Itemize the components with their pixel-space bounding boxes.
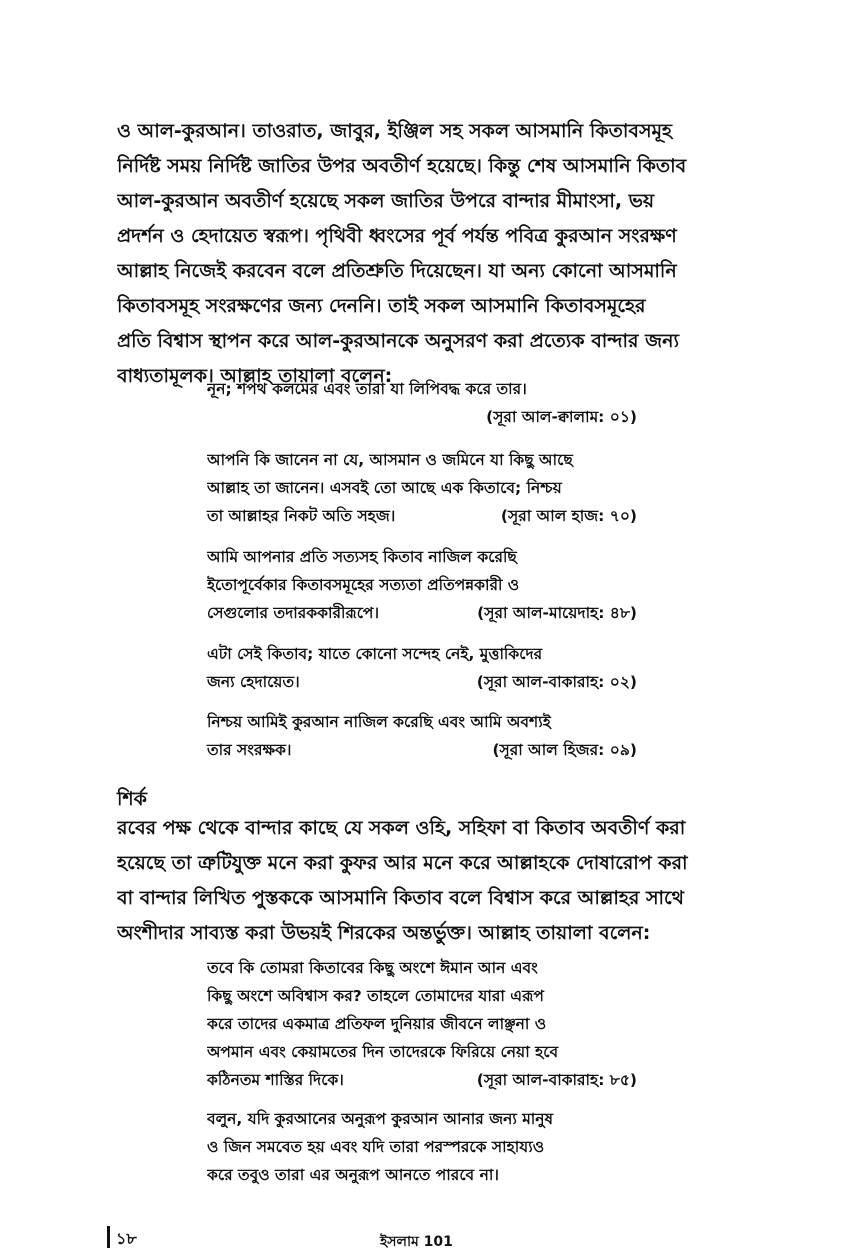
body-paragraph-1 [117,114,739,394]
quote-line: আমি আপনার প্রতি সত্যসহ কিতাব নাজিল করেছি [207,548,517,566]
page-number: ১৮ [116,1229,137,1248]
quote-line: কঠিনতম শাস্তির দিকে। [207,1071,344,1089]
paragraph-line: অংশীদার সাব্যস্ত করা উভয়ই শিরকের অন্তর্ভুক্ত। আল্লাহ তায়ালা বলেন: [117,922,651,944]
quote-reference: (সূরা আল হিজর: ০৯) [492,741,637,759]
section-heading: শির্ক [117,788,147,810]
paragraph-line: হয়েছে তা ত্রুটিযুক্ত মনে করা কুফর আর মনে করে আল্লাহকে দোষারোপ করা [117,852,688,874]
paragraph-line: রবের পক্ষ থেকে বান্দার কাছে যে সকল ওহি, সহিফা বা কিতাব অবতীর্ণ করা [117,817,686,839]
quote-reference: (সূরা আল হাজ: ৭০) [500,507,637,525]
quote-last-line [207,502,637,530]
quote-last-line [207,736,637,764]
quote-line: জন্য হেদায়েত। [207,673,300,691]
quote-reference: (সূরা আল-বাকারাহ: ৮৫) [476,1071,637,1089]
paragraph-line: ও আল-কুরআন। তাওরাত, জাবুর, ইঞ্জিল সহ সকল আসমানি কিতাবসমূহ [117,120,673,142]
quote-last-line [207,668,637,696]
quote-line: নূন; শপথ কলমের এবং তারা যা লিপিবদ্ধ করে তার। [207,380,527,398]
quran-quote-5 [207,708,637,764]
quote-reference: (সূরা আল-বাকারাহ: ০২) [476,673,637,691]
quran-quote-2 [207,446,637,530]
quote-line: সেগুলোর তদারককারীরূপে। [207,604,379,622]
quran-quote-3 [207,543,637,627]
quote-line: আল্লাহ তা জানেন। এসবই তো আছে এক কিতাবে; নিশ্চয় [207,479,562,497]
quote-line: করে তবুও তারা এর অনুরূপ আনতে পারবে না। [207,1166,499,1184]
quote-line: এটা সেই কিতাব; যাতে কোনো সন্দেহ নেই, মুত্তাকিদের [207,645,543,663]
paragraph-line: প্রতি বিশ্বাস স্থাপন করে আল-কুরআনকে অনুসরণ করা প্রত্যেক বান্দার জন্য [117,330,679,352]
paragraph-line: বা বান্দার লিখিত পুস্তককে আসমানি কিতাব বলে বিশ্বাস করে আল্লাহর সাথে [117,887,684,909]
quote-line: বলুন, যদি কুরআনের অনুরূপ কুরআন আনার জন্য মানুষ [207,1110,554,1128]
quote-line: ইতোপূর্বেকার কিতাবসমূহের সত্যতা প্রতিপন্নকারী ও [207,576,520,594]
paragraph-line: কিতাবসমূহ সংরক্ষণের জন্য দেননি। তাই সকল আসমানি কিতাবসমূহের [117,295,646,317]
quran-quote-4 [207,640,637,696]
paragraph-line: প্রদর্শন ও হেদায়েত স্বরূপ। পৃথিবী ধ্বংসের পূর্ব পর্যন্ত পবিত্র কুরআন সংরক্ষণ [117,225,677,247]
footer-divider [107,1226,110,1248]
quote-line: নিশ্চয় আমিই কুরআন নাজিল করেছি এবং আমি অবশ্যই [207,713,551,731]
quote-reference: (সূরা আল-ক্বালাম: ০১) [486,408,637,426]
quote-line: ও জিন সমবেত হয় এবং যদি তারা পরস্পরকে সাহায্যও [207,1138,545,1156]
quote-line: তা আল্লাহর নিকট অতি সহজ। [207,507,396,525]
quote-line: আপনি কি জানেন না যে, আসমান ও জমিনে যা কিছু আছে [207,451,573,469]
paragraph-line: নির্দিষ্ট সময় নির্দিষ্ট জাতির উপর অবতীর্ণ হয়েছে। কিন্তু শেষ আসমানি কিতাব [117,155,687,177]
quran-quote-1 [207,375,637,431]
paragraph-line: বাধ্যতামূলক। আল্লাহ তায়ালা বলেন: [117,365,393,387]
quran-quote-7 [207,1105,637,1189]
quote-reference: (সূরা আল-মায়েদাহ: ৪৮) [477,604,637,622]
quote-line: অপমান এবং কেয়ামতের দিন তাদেরকে ফিরিয়ে নেয়া হবে [207,1043,559,1061]
paragraph-line: আল্লাহ নিজেই করবেন বলে প্রতিশ্রুতি দিয়েছেন। যা অন্য কোনো আসমানি [117,260,677,282]
quote-last-line [207,599,637,627]
quote-last-line [207,1066,637,1094]
quote-line: করে তাদের একমাত্র প্রতিফল দুনিয়ার জীবনে লাঞ্ছনা ও [207,1015,547,1033]
quran-quote-6 [207,954,637,1094]
quote-line: তবে কি তোমরা কিতাবের কিছু অংশে ঈমান আন এবং [207,959,538,977]
quote-line: কিছু অংশে অবিশ্বাস কর? তাহলে তোমাদের যারা এরূপ [207,987,544,1005]
body-paragraph-2 [117,811,739,951]
quote-line: তার সংরক্ষক। [207,741,292,759]
paragraph-line: আল-কুরআন অবতীর্ণ হয়েছে সকল জাতির উপরে বান্দার মীমাংসা, ভয় [117,190,655,212]
running-footer-title: ইসলাম 101 [380,1234,453,1250]
